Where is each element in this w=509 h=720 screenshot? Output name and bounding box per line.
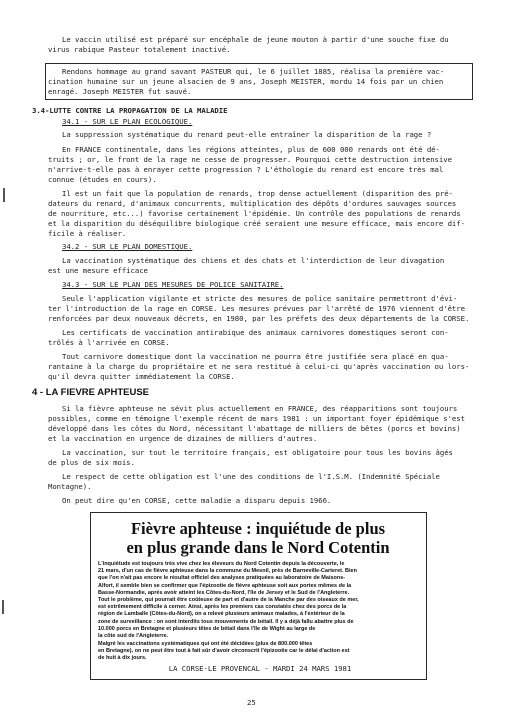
s343-line: qu'il devra quitter immédiatement la CORSE. bbox=[48, 372, 235, 381]
s341-line: truits ; or, le front de la rage ne cesse de progresser. Pourquoi cette destruction intensive bbox=[48, 155, 452, 164]
s341-line: n'arrive-t-elle pas à enrayer cette progression ? L'éthologie du renard est encore très mal bbox=[48, 165, 444, 174]
clipping-source: LA CORSE-LE PROVENCAL - MARDI 24 MARS 1981 bbox=[168, 664, 352, 673]
s341-line: En FRANCE continentale, dans les régions atteintes, plus de 600 000 renards ont été dé- bbox=[62, 145, 440, 154]
s4-line: La vaccination, sur tout le territoire français, est obligatoire pour tous les bovins âgés bbox=[62, 448, 453, 457]
s4-line: Si la fièvre aphteuse ne sévit plus actuellement en FRANCE, des réapparitions sont toujours bbox=[62, 404, 458, 413]
tribute-line-3: enragé. Joseph MEISTER fut sauvé. bbox=[48, 87, 192, 96]
s343-line: rantaine à la charge du propriétaire et ne sera restitué à celui-ci qu'après vaccination ou lors- bbox=[48, 362, 470, 371]
s343-line: renforcées par deux nouveaux décrets, en 1980, par les préfets des deux départements de la CORSE. bbox=[48, 314, 470, 323]
clipping-headline-1: Fièvre aphteuse : inquiétude de plus bbox=[130, 519, 386, 538]
s343-line: ter l'introduction de la rage en CORSE. Les mesures prévues par l'arrêté de 1976 viennent d'être bbox=[48, 304, 465, 313]
clipping-paragraph-3 bbox=[98, 641, 418, 663]
section-4-title: 4 - LA FIEVRE APHTEUSE bbox=[32, 387, 150, 398]
s4-line: de plus de six mois. bbox=[48, 458, 135, 467]
tribute-line-1: Rendons hommage au grand savant PASTEUR qui, le 6 juillet 1885, réalisa la première vac- bbox=[62, 67, 445, 76]
margin-mark bbox=[3, 188, 5, 202]
clipping-headline-2: en plus grande dans le Nord Cotentin bbox=[126, 538, 390, 557]
clipping-line: que l'on n'ait pas encore le résultat officiel des analyses pratiquées au laboratoire de Maisons- bbox=[98, 575, 346, 582]
clipping-line: région de Lamballe (Côtes-du-Nord), on a relevé plusieurs animaux malades, à l'extérieur de la bbox=[98, 611, 345, 618]
s341-line: dateurs du renard, d'animaux concurrents, multiplication des dépôts d'ordures sauvages sources bbox=[48, 199, 457, 208]
clipping-paragraph-2 bbox=[98, 597, 418, 640]
section-34-2-title: 34.2 - SUR LE PLAN DOMESTIQUE. bbox=[62, 242, 193, 251]
intro-line-2: virus rabique Pasteur totalement inactivé. bbox=[48, 45, 231, 54]
margin-mark bbox=[2, 600, 4, 614]
clipping-line: en Bretagne), on ne peut être tout à fait sûr d'avoir circonscrit l'épizootie car le délai d'action est bbox=[98, 648, 350, 655]
tribute-line-2: cination humaine sur un jeune alsacien de 9 ans, Joseph MEISTER, mordu 14 fois par un chien bbox=[48, 77, 444, 86]
s343-line: Tout carnivore domestique dont la vaccination ne pourra être justifiée sera placé en qua- bbox=[62, 352, 449, 361]
clipping-line: 10.000 porcs en Bretagne et plusieurs têtes de bétail dans l'île de Wight au large de bbox=[98, 625, 316, 632]
clipping-line: la côte sud de l'Angleterre. bbox=[98, 633, 169, 640]
clipping-line: est extrêmement difficile à cerner. Ainsi, après les premiers cas constatés chez des porcs de la bbox=[98, 604, 347, 611]
clipping-line: L'inquiétude est toujours très vive chez les éleveurs du Nord Cotentin depuis la découverte, le bbox=[98, 561, 345, 567]
clipping-line: Basse-Normandie, après avoir atteint les Côtes-du-Nord, l'île de Jersey et le Sud de l'Angleterre. bbox=[98, 589, 350, 596]
s4-line: et la vaccination en urgence de dizaines de milliers d'autres. bbox=[48, 434, 318, 443]
s341-line: de nourriture, etc...) favorise certainement l'épidémie. Un contrôle des populations de renards bbox=[48, 209, 461, 218]
s343-line: Seule l'application vigilante et stricte des mesures de police sanitaire permettront d'évi- bbox=[62, 294, 458, 303]
clipping-paragraph-1 bbox=[98, 561, 418, 597]
clipping-line: Malgré les vaccinations systématiques qui ont été décidées (plus de 800.000 têtes bbox=[98, 641, 313, 647]
clipping-line: Alfort, il semble bien se confirmer que l'épizootie de fièvre aphteuse soit aux portes mêmes de la bbox=[98, 582, 352, 589]
s341-line: connue (études en cours). bbox=[48, 175, 157, 184]
s343-line: Les certificats de vaccination antirabique des animaux carnivores domestiques seront con- bbox=[62, 328, 449, 337]
s4-line: Montagne). bbox=[48, 482, 92, 491]
section-3-4-title: 3.4-LUTTE CONTRE LA PROPAGATION DE LA MALADIE bbox=[32, 106, 228, 115]
s341-line: La suppression systématique du renard peut-elle entraîner la disparition de la rage ? bbox=[62, 130, 432, 139]
s4-line: Le respect de cette obligation est l'une des conditions de l'I.S.M. (Indemnité Spéciale bbox=[62, 472, 440, 481]
page-number: 25 bbox=[247, 698, 256, 707]
s343-line: trôlés à l'arrivée en CORSE. bbox=[48, 338, 170, 347]
clipping-line: 21 mars, d'un cas de fièvre aphteuse dans la commune du Mesnil, près de Barneville-Carteret. Bien bbox=[98, 568, 357, 575]
clipping-line: Tout le problème, qui pourrait être coûteuse de part et d'autre de la Manche par des oiseaux de mer, bbox=[98, 597, 359, 603]
s342-line: est une mesure efficace bbox=[48, 266, 148, 275]
s341-line: ficile à réaliser. bbox=[48, 229, 127, 238]
clipping-line: zone de surveillance : on sont interdits tous mouvements de bétail. Il y a déjà fallu abattre plus de bbox=[98, 618, 354, 625]
s341-line: et la disparition du déséquilibre biologique créé seraient une mesure efficace, mais encore dif- bbox=[48, 219, 465, 228]
section-34-3-title: 34.3 - SUR LE PLAN DES MESURES DE POLICE SANITAIRE. bbox=[62, 280, 284, 289]
clipping-line: de huit à dix jours. bbox=[98, 655, 147, 662]
intro-line-1: Le vaccin utilisé est préparé sur encéphale de jeune mouton à partir d'une souche fixe du bbox=[62, 35, 449, 44]
s4-line: On peut dire qu'en CORSE, cette maladie a disparu depuis 1966. bbox=[62, 496, 332, 505]
s4-line: possibles, comme en témoigne l'exemple récent de mars 1981 : un important foyer épidémique s'est bbox=[48, 414, 465, 423]
section-34-1-title: 34.1 - SUR LE PLAN ECOLOGIQUE. bbox=[62, 117, 193, 126]
s341-line: Il est un fait que la population de renards, trop dense actuellement (disparition des pré- bbox=[62, 189, 453, 198]
s342-line: La vaccination systématique des chiens et des chats et l'interdiction de leur divagation bbox=[62, 256, 445, 265]
s4-line: développé dans les côtes du Nord, nécessitant l'abattage de milliers de bêtes (porcs et bovins) bbox=[48, 424, 461, 433]
